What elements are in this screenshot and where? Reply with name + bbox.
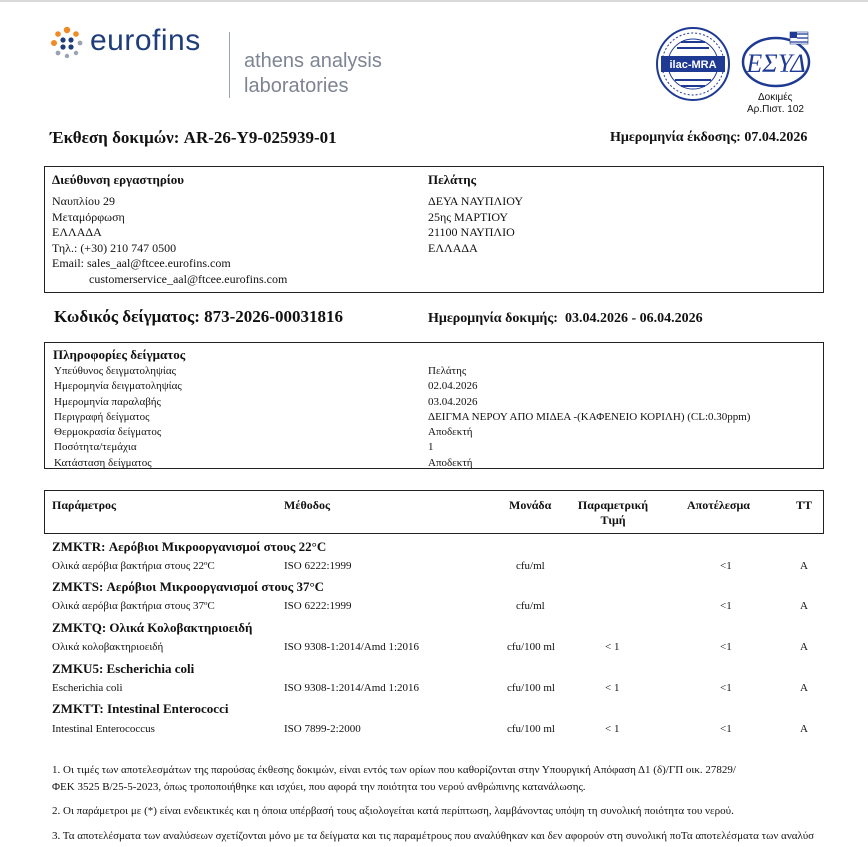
ilac-mra-seal-icon (655, 26, 731, 102)
col-header-method: Μέθοδος (284, 498, 331, 512)
result-method: ISO 6222:1999 (284, 600, 352, 612)
result-unit: cfu/100 ml (507, 723, 555, 735)
result-tt: A (800, 600, 808, 612)
result-method: ISO 6222:1999 (284, 560, 352, 572)
group-title: ZMKTT: Intestinal Enterococci (52, 701, 229, 716)
esyd-text: ΕΣΥΔ (746, 49, 806, 78)
result-tt: A (800, 682, 808, 694)
result-parameter: Ολικά αερόβια βακτήρια στους 37ºC (52, 600, 215, 612)
result-tt: A (800, 723, 808, 735)
sample-info-value: Πελάτης (428, 365, 467, 377)
test-date (428, 311, 703, 327)
result-value: <1 (720, 560, 732, 572)
group-title: ZMKU5: Escherichia coli (52, 661, 195, 676)
result-method: ISO 7899-2:2000 (284, 723, 361, 735)
result-unit: cfu/ml (516, 600, 545, 612)
result-parameter: Ολικά κολοβακτηριοειδή (52, 641, 164, 653)
client-line: 25ης ΜΑΡΤΙΟΥ (428, 209, 509, 224)
lab-address-line: Μεταμόρφωση (52, 209, 125, 224)
esyd-accreditation-number: Αρ.Πιστ. 102 (747, 104, 804, 115)
lab-address-lines (52, 194, 287, 288)
col-header-unit: Μονάδα (509, 498, 552, 512)
issue-date: Ημερομηνία έκδοσης: 07.04.2026 (610, 130, 808, 145)
result-value: <1 (720, 682, 732, 694)
sample-info-values (428, 364, 818, 471)
logo-divider (229, 32, 230, 98)
lab-email: Email: sales_aal@ftcee.eurofins.com (52, 256, 231, 271)
note-3: 3. Τα αποτελέσματα των αναλύσεων σχετίζονται μόνο με τα δείγματα και τις παραμέτρους που αναλύθηκαν και δεν αφορούν στη συνολική ποΤα αποτελέσματα των αναλύσ (52, 830, 815, 842)
sample-info-value: ΔΕΙΓΜΑ ΝΕΡΟΥ ΑΠΟ ΜΙΔΕΑ -(ΚΑΦΕΝΕΙΟ ΚΟΡΙΛΗ) (CL:0.30ppm) (428, 410, 751, 423)
sample-info-value: Αποδεκτή (428, 456, 473, 469)
test-date-value: 03.04.2026 - 06.04.2026 (564, 311, 703, 326)
lab-address-line: ΕΛΛΑΔΑ (52, 225, 102, 240)
result-parametric-value: < 1 (605, 723, 620, 735)
client-line: ΔΕΥΑ ΝΑΥΠΛΙΟΥ (428, 194, 524, 208)
sample-info-heading: Πληροφορίες δείγματος (53, 347, 186, 362)
result-parametric-value: < 1 (605, 682, 620, 694)
result-parameter: Escherichia coli (52, 682, 123, 694)
lab-phone: Τηλ.: (+30) 210 747 0500 (52, 240, 177, 255)
col-header-tt: ΤΤ (796, 498, 813, 512)
result-parametric-value: < 1 (605, 641, 620, 653)
group-title: ZMKTS: Αερόβιοι Μικροοργανισμοί στους 37°C (52, 579, 325, 594)
sample-info-label: Ποσότητα/τεμάχια (54, 441, 137, 454)
col-header-parametric-value-line2: Τιμή (600, 513, 626, 527)
client-lines (428, 194, 523, 256)
result-method: ISO 9308-1:2014/Amd 1:2016 (284, 682, 420, 694)
lab-name-line2: laboratories (244, 75, 349, 97)
client-line: ΕΛΛΑΔΑ (428, 240, 478, 255)
sample-info-value: 02.04.2026 (428, 380, 478, 393)
note-2: 2. Οι παράμετροι με (*) είναι ενδεικτικές και η όποια υπέρβασή τους αξιολογείται κατά περίπτωση, λαμβάνοντας υπόψη τη συνολική ποιότητα του νερού. (52, 805, 734, 817)
col-header-result: Αποτέλεσμα (687, 498, 750, 512)
group-title: ZMKTQ: Ολικά Κολοβακτηριοειδή (52, 620, 253, 635)
result-unit: cfu/ml (516, 560, 545, 572)
sample-info-label: Υπεύθυνος δειγματοληψίας (54, 365, 177, 377)
result-method: ISO 9308-1:2014/Amd 1:2016 (284, 641, 420, 653)
lab-email-2: customerservice_aal@ftcee.eurofins.com (89, 271, 288, 286)
esyd-logo-icon (740, 30, 816, 88)
result-parameter: Ολικά αερόβια βακτήρια στους 22ºC (52, 560, 215, 572)
result-value: <1 (720, 723, 732, 735)
eurofins-dots-icon (50, 26, 84, 60)
group-title: ZMKTR: Αερόβιοι Μικροοργανισμοί στους 22°C (52, 539, 327, 554)
sample-info-labels (54, 364, 424, 471)
sample-info-label: Κατάσταση δείγματος (54, 456, 152, 469)
col-header-parameter: Παράμετρος (52, 498, 117, 512)
sample-info-box (44, 342, 824, 469)
lab-address-line: Ναυπλίου 29 (52, 194, 115, 208)
result-tt: A (800, 641, 808, 653)
note-1 (52, 762, 852, 796)
sample-info-label: Ημερομηνία δειγματοληψίας (54, 380, 182, 393)
sample-info-value: 1 (428, 441, 434, 454)
result-unit: cfu/100 ml (507, 682, 555, 694)
note-1-line1: 1. Οι τιμές των αποτελεσμάτων της παρούσας έκθεσης δοκιμών, είναι εντός των ορίων που καθορίζονται στην Υπουργική Απόφαση Δ1 (δ)/ΓΠ οικ. 27829/ (52, 764, 736, 776)
sample-code: Κωδικός δείγματος: 873-2026-00031816 (54, 307, 343, 326)
client-heading: Πελάτης (428, 172, 477, 187)
result-parameter: Intestinal Enterococcus (52, 723, 155, 735)
note-1-line2: ΦΕΚ 3525 Β/25-5-2023, όπως τροποποιήθηκε και ισχύει, που αφορά την ποιότητα του νερού ανθρώπινης κατανάλωσης. (52, 781, 586, 793)
sample-info-value: Αποδεκτή (428, 426, 473, 439)
esyd-caption: Δοκιμές (758, 92, 793, 103)
brand-name: eurofins (90, 24, 201, 57)
report-title: Έκθεση δοκιμών: AR-26-Y9-025939-01 (50, 128, 337, 147)
lab-address-heading: Διεύθυνση εργαστηρίου (52, 172, 185, 187)
address-box (44, 166, 824, 293)
sample-info-value: 03.04.2026 (428, 395, 478, 408)
lab-name-line1: athens analysis (244, 50, 382, 72)
sample-info-label: Θερμοκρασία δείγματος (54, 426, 162, 439)
result-tt: A (800, 560, 808, 572)
client-line: 21100 ΝΑΥΠΛΙΟ (428, 225, 515, 240)
result-value: <1 (720, 641, 732, 653)
test-date-label: Ημερομηνία δοκιμής: (428, 311, 558, 326)
col-header-parametric-value-line1: Παραμετρική (577, 498, 649, 512)
col-header-parametric-value (573, 498, 653, 528)
sample-info-label: Περιγραφή δείγματος (54, 410, 150, 423)
sample-info-label: Ημερομηνία παραλαβής (54, 395, 161, 408)
result-unit: cfu/100 ml (507, 641, 555, 653)
ilac-text: ilac-MRA (669, 59, 717, 71)
top-rule (0, 0, 868, 2)
result-value: <1 (720, 600, 732, 612)
